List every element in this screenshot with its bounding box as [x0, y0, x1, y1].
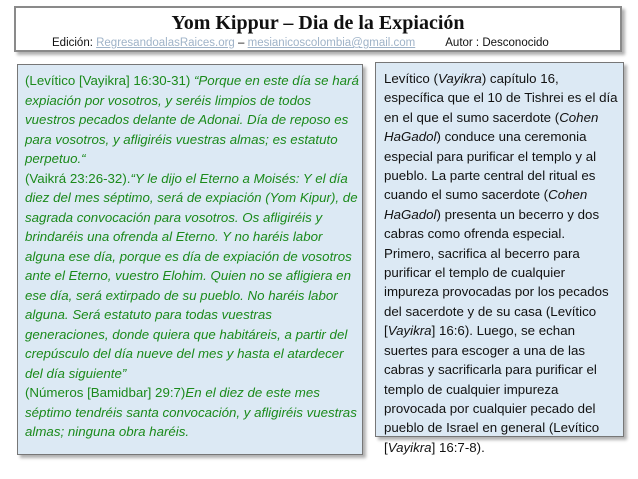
term-vayikra: Vayikra: [387, 323, 432, 339]
scripture-panel: [17, 64, 363, 455]
explanation-panel: [375, 62, 624, 455]
author-label: Autor : Desconocido: [445, 37, 549, 49]
text-segment: ) capítulo 16, específica que el 10 de Tishrei es el día en el que el sumo sacerdote (: [384, 71, 618, 125]
reference-leviticus: (Levítico [Vayikra] 16:30-31): [25, 73, 194, 88]
text-segment: ] 16:6). Luego, se echan suertes para escoger a una de las cabras y sacrificarla para purificar el templo de cualquier impureza provocada por cualquier pecado del pueblo de Israel en general (Levítico [: [384, 323, 600, 455]
term-cohen-hagadol: Cohen HaGadol: [384, 109, 599, 145]
term-cohen-hagadol: Cohen HaGadol: [384, 187, 588, 222]
text-segment: ) conduce una ceremonia especial para purificar el templo y al pueblo. La parte central del ritual es cuando el sumo sacerdote (: [384, 129, 597, 203]
edition-line: [52, 37, 549, 49]
explanation-text: [384, 69, 618, 457]
edition-label: Edición:: [52, 37, 97, 49]
page-title: Yom Kippur – Dia de la Expiación: [171, 12, 465, 34]
reference-numbers: (Números [Bamidbar] 29:7): [25, 385, 186, 400]
email-link[interactable]: mesianicoscolombia@gmail.com: [247, 37, 416, 49]
separator: –: [234, 37, 248, 49]
text-segment: ] 16:7-8).: [431, 439, 485, 455]
term-vayikra: Vayikra: [387, 439, 432, 455]
scripture-text: [25, 71, 359, 442]
website-link[interactable]: RegresandoalasRaices.org: [96, 37, 235, 49]
quote-numbers: En el diez de este mes séptimo tendréis santa convocación, y afligiréis vuestras almas; ninguna obra haréis.: [25, 385, 357, 439]
quote-vaikra: “Y le dijo el Eterno a Moisés: Y el día diez del mes séptimo, será de expiación (Yom Kipur), de sagrada convocación para vosotros. Os afligiréis y brindaréis una ofrenda al Eterno. Y no haréis labor alguna ese día, porque es día de expiación de vosotros ante el Eterno, vuestro Elohim. Quien no se afligiera en ese día, será extirpado de su pueblo. No haréis labor alguna. Será estatuto para todas vuestras generaciones, donde quiera que habitáreis, a partir del crepúsculo del día nueve del mes y hasta el atardecer del día siguiente”: [25, 170, 358, 381]
term-vayikra: Vayikra: [437, 71, 482, 86]
text-segment: ) presenta un becerro y dos cabras como ofrenda especial. Primero, sacrifica al becerro para purificar el templo de cualquier impureza provocadas por los pecados del sacerdote y de su casa (Levítico [: [384, 206, 609, 339]
header-box: [14, 6, 622, 52]
reference-vaikra: (Vaikrá 23:26-32).: [25, 170, 131, 186]
quote-leviticus: “Porque en este día se hará expiación por vosotros, y seréis limpios de todos vuestros pecados delante de Adonai. Día de reposo es para vosotros, y afligiréis vuestras almas; es estatuto perpetuo.“: [25, 73, 359, 166]
text-segment: Levítico (: [384, 71, 438, 86]
